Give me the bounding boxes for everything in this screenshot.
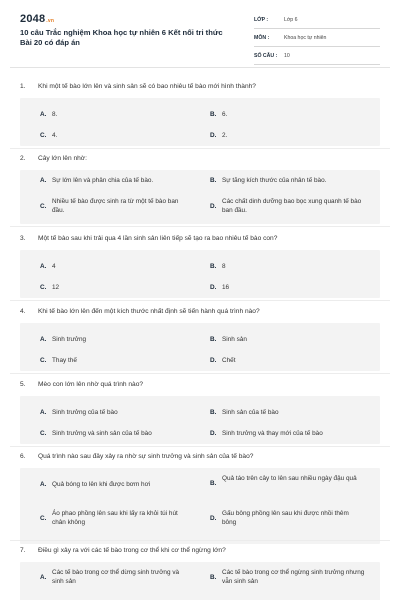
meta-value: Lớp 6 [284, 17, 298, 23]
question-separator [10, 148, 390, 149]
options-box: A. Sinh trưởng B. Sinh sản C. Thay thế D. Chết [20, 323, 380, 371]
question-separator [10, 446, 390, 447]
question-text: 1. Khi một tế bào lớn lên và sinh sản sẽ có bao nhiêu tế bào mới hình thành? [20, 83, 256, 90]
options-box: A. 8. B. 6. C. 4. D. 2. [20, 98, 380, 146]
meta-value: Khoa học tự nhiên [284, 35, 327, 41]
document-title-line1: 10 câu Trắc nghiệm Khoa học tự nhiên 6 Kết nối tri thức [20, 28, 223, 37]
meta-row-subject [254, 32, 380, 47]
site-logo[interactable] [20, 13, 54, 25]
options-box: A. Sự lớn lên và phân chia của tế bào. B. Sự tăng kích thước của nhân tế bào. C. Nhiều tế bào được sinh ra từ một tế bào ban đầu. D. Các chất dinh dưỡng bao bọc xung quanh tế bào ban đầu. [20, 170, 380, 224]
meta-label: LỚP : [254, 17, 269, 23]
options-box: A. 4 B. 8 C. 12 D. 16 [20, 250, 380, 298]
header-divider [10, 67, 390, 68]
document-title-line2: Bài 20 có đáp án [20, 38, 80, 47]
question-text: 5. Mèo con lớn lên nhờ quá trình nào? [20, 381, 144, 388]
question-separator [10, 373, 390, 374]
logo-main: 2048 [20, 13, 46, 25]
options-box: A. Các tế bào trong cơ thể dừng sinh trưởng và sinh sản B. Các tế bào trong cơ thể ngừng sinh trưởng nhưng vẫn sinh sản [20, 562, 380, 600]
page-header [0, 0, 400, 62]
question-text: 2. Cây lớn lên nhờ: [20, 155, 87, 162]
meta-row-count [254, 50, 380, 65]
question-separator [10, 226, 390, 227]
meta-value: 10 [284, 53, 290, 59]
logo-sub: .vn [46, 18, 55, 24]
document-title [20, 28, 240, 48]
quiz-meta [254, 14, 380, 68]
question-separator [10, 540, 390, 541]
options-box: A. Sinh trưởng của tế bào B. Sinh sản của tế bào C. Sinh trưởng và sinh sản của tế bào D. Sinh trưởng và thay mới của tế bào [20, 396, 380, 444]
question-separator [10, 300, 390, 301]
meta-label: SỐ CÂU : [254, 53, 278, 59]
meta-row-grade [254, 14, 380, 29]
options-box: A. Quả bóng to lên khi được bơm hơi B. Quả táo trên cây to lên sau nhiều ngày đậu quả C. Áo phao phồng lên sau khi lấy ra khỏi túi hút chân không D. Gấu bông phồng lên sau khi được nhồi thêm bông [20, 468, 380, 544]
meta-label: MÔN : [254, 35, 270, 41]
question-text: 7. Điều gì xảy ra với các tế bào trong cơ thể khi cơ thể ngừng lớn? [20, 547, 226, 554]
question-text: 4. Khi tế bào lớn lên đến một kích thước nhất định sẽ tiến hành quá trình nào? [20, 308, 260, 315]
question-text: 6. Quá trình nào sau đây xảy ra nhờ sự sinh trưởng và sinh sản của tế bào? [20, 453, 254, 460]
question-text: 3. Một tế bào sau khi trải qua 4 lần sinh sản liên tiếp sẽ tạo ra bao nhiêu tế bào con? [20, 235, 278, 242]
